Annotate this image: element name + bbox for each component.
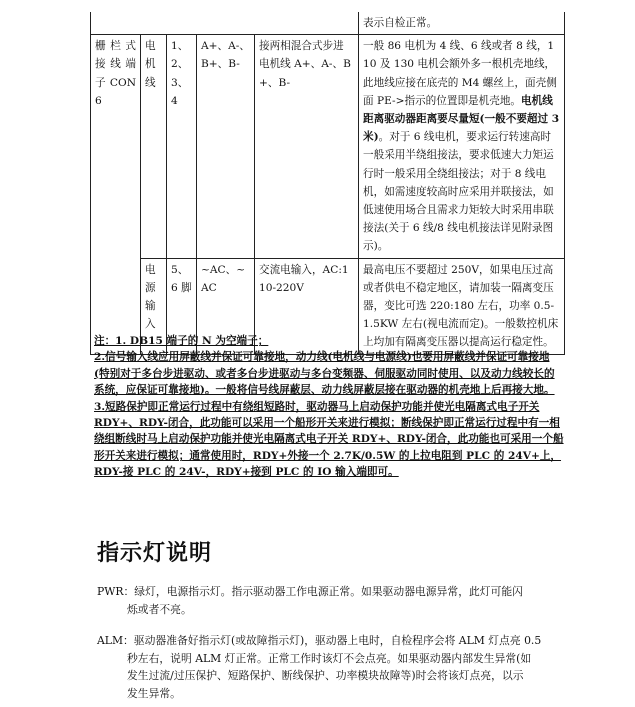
description-emphasis: 电机线距离驱动器距离要尽量短(一般不要超过 3 米) (363, 94, 560, 144)
indicator-text: 绿灯，电源指示灯。指示驱动器工作电源正常。如果驱动器电源异常，此灯可能闪 (134, 585, 523, 598)
indicator-pwr (97, 583, 547, 618)
indicator-text: 发生过流/过压保护、短路保护、断线保护、功率模块故障等)时会将该灯点亮，以示 (127, 669, 524, 682)
indicator-text: 驱动器准备好指示灯(或故障指示灯)，驱动器上电时，自检程序会将 ALM 灯点亮 0.5 (133, 634, 542, 647)
description-text: 一般 86 电机为 4 线、6 线或者 8 线，110 及 130 电机会额外多一根机壳地线，此地线应接在底壳的 M4 螺丝上，面壳侧面 PE->指示的位置即是机壳地。 (363, 40, 557, 107)
pin-cell: 1、2、3、4 (167, 35, 197, 258)
table-row (91, 12, 565, 35)
function-cell: 接两相混合式步进电机线 A+、A-、B+、B- (255, 35, 359, 258)
indicator-key: PWR： (97, 585, 135, 598)
description-cell (359, 35, 565, 258)
indicator-text: 秒左右，说明 ALM 灯正常。正常工作时该灯不会点亮。如果驱动器内部发生异常(如 (127, 651, 532, 665)
note-item: 注：1. DB15 端子的 N 为空端子； (94, 335, 269, 347)
terminal-name-cell: 栅栏式接线端子CON6 (91, 35, 141, 354)
section-title: 指示灯说明 (97, 541, 213, 566)
group-cell: 电机线 (141, 35, 167, 258)
group-cell: 电源输入 (141, 258, 167, 354)
indicator-text: 发生异常。 (127, 686, 181, 700)
signal-cell: ~AC、~AC (197, 258, 255, 354)
table-row (91, 35, 565, 258)
terminal-spec-table (90, 12, 565, 355)
indicator-text: 烁或者不亮。 (127, 602, 192, 616)
signal-cell: A+、A-、B+、B- (197, 35, 255, 258)
indicator-alm (97, 632, 547, 702)
table-cell: 表示自检正常。 (359, 12, 565, 35)
note-item: 3.短路保护即正常运行过程中有绕组短路时，驱动器马上启动保护功能并使光电隔离式电子开关 RDY+、RDY-闭合，此功能可以采用一个船形开关来进行模拟；断线保护即正常运行过程中有一相绕组断线时马上启动保护功能并使光电隔离式电子开关 RDY+、RDY-闭合，此功能也可采用一个船形开关来进行模拟；通常使用时，RDY+外接一个 2.7K/0.5W 的上拉电阻到 PLC 的 24V+上，RDY-接 PLC 的 24V-，RDY+接到 PLC 的 IO 输入端即可。 (94, 400, 564, 479)
description-cell: 最高电压不要超过 250V，如果电压过高或者供电不稳定地区，请加装一隔离变压器，变比可选 220:180 左右，功率 0.5-1.5KW 左右(视电流而定)。一般数控机床上均加有隔离变压器以提高运行稳定性。 (359, 258, 565, 354)
indicator-key: ALM： (97, 634, 134, 647)
function-cell: 交流电输入，AC:110-220V (255, 258, 359, 354)
pin-cell: 5、6 脚 (167, 258, 197, 354)
description-text: 。对于 6 线电机，要求运行转速高时一般采用半绕组接法，要求低速大力矩运行时一般采用全绕组接法；对于 8 线电机，如需速度较高时应采用并联接法，如低速使用场合且需求力矩较大时采用串联接法(关于 6 线/8 线电机接法详见附录图示)。 (363, 131, 554, 253)
notes-block (94, 333, 564, 481)
note-item: 2.信号输入线应用屏蔽线并保证可靠接地，动力线(电机线与电源线)也要用屏蔽线并保证可靠接地(特别对于多台步进驱动、或者多台步进驱动与多台变频器、伺服驱动同时使用、以及动力线较长的系统，应保证可靠接地)。一般将信号线屏蔽层、动力线屏蔽层接在驱动器的机壳地上后再接大地。 (94, 351, 555, 397)
